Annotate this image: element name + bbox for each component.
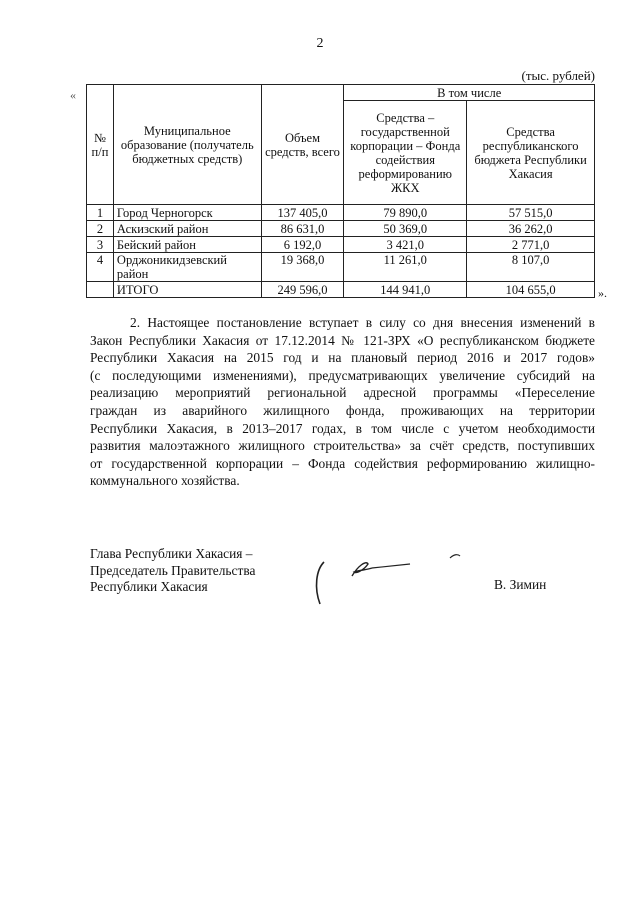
cell-total: 86 631,0	[261, 221, 344, 237]
signer-title-line: Республики Хакасия	[90, 579, 208, 594]
cell-total: 137 405,0	[261, 205, 344, 221]
cell-republic: 2 771,0	[467, 237, 595, 253]
cell-num: 2	[87, 221, 114, 237]
cell-gov-corp: 11 261,0	[344, 253, 467, 282]
cell-name	[113, 253, 261, 282]
header-num: № п/п	[87, 85, 114, 205]
paragraph-line: от государственной корпорации – Фонда содействия реформированию жилищно-	[90, 455, 595, 471]
cell-gov-corp: 79 890,0	[344, 205, 467, 221]
cell-republic: 104 655,0	[467, 282, 595, 298]
paragraph-line: Закон Республики Хакасия от 17.12.2014 № 121-ЗРХ «О республиканском бюджете	[90, 332, 595, 348]
table-row	[87, 205, 595, 221]
header-municipality: Муниципальное образование (получатель бюджетных средств)	[113, 85, 261, 205]
paragraph-line: Республики Хакасия на 2015 год и на плановый период 2016 и 2017 годов»	[90, 350, 595, 366]
cell-republic: 8 107,0	[467, 253, 595, 282]
cell-num: 3	[87, 237, 114, 253]
paragraph-line: Республики Хакасия, в 2013–2017 годах, в том числе с учетом необходимости	[90, 420, 595, 436]
quote-close: ».	[598, 286, 607, 300]
cell-name: Бейский район	[113, 237, 261, 253]
signer-name: В. Зимин	[494, 577, 547, 592]
funding-table	[86, 84, 595, 298]
paragraph-line: 2. Настоящее постановление вступает в силу со дня внесения изменений в	[130, 315, 595, 330]
table-row	[87, 253, 595, 282]
units-label: (тыс. рублей)	[521, 68, 595, 83]
page-number: 2	[316, 36, 324, 51]
paragraph-line: граждан из аварийного жилищного фонда, проживающих на территории	[90, 402, 595, 418]
header-gov-corp: Средства – государственной корпорации – Фонда содействия реформированию ЖКХ	[344, 101, 467, 205]
header-total: Объем средств, всего	[261, 85, 344, 205]
paragraph-line: коммунального хозяйства.	[90, 473, 240, 489]
table-row	[87, 237, 595, 253]
cell-name-text: Орджоникидзевский район	[116, 253, 227, 281]
cell-total: 249 596,0	[261, 282, 344, 298]
cell-num	[87, 282, 114, 298]
cell-name: Город Черногорск	[113, 205, 261, 221]
header-including: В том числе	[344, 85, 595, 101]
cell-gov-corp: 50 369,0	[344, 221, 467, 237]
cell-name: ИТОГО	[113, 282, 261, 298]
cell-num: 1	[87, 205, 114, 221]
signer-title-line: Председатель Правительства	[90, 562, 256, 578]
signer-title	[90, 546, 255, 596]
cell-republic: 57 515,0	[467, 205, 595, 221]
paragraph-line: реализацию мероприятий региональной адресной программы «Переселение	[90, 385, 595, 401]
cell-total: 19 368,0	[261, 253, 344, 282]
cell-gov-corp: 144 941,0	[344, 282, 467, 298]
cell-total: 6 192,0	[261, 237, 344, 253]
paragraph-line: (с последующими изменениями), предусматривающих увеличение субсидий на	[90, 367, 595, 383]
paragraph-2	[90, 314, 595, 490]
handwritten-signature	[310, 548, 470, 610]
cell-num: 4	[87, 253, 114, 282]
total-row	[87, 282, 595, 298]
cell-name: Аскизский район	[113, 221, 261, 237]
header-republic: Средства республиканского бюджета Республики Хакасия	[467, 101, 595, 205]
cell-republic: 36 262,0	[467, 221, 595, 237]
signer-title-line: Глава Республики Хакасия –	[90, 546, 253, 561]
paragraph-line: развития малоэтажного жилищного строительства» за счёт средств, поступивших	[90, 438, 595, 454]
table-row	[87, 221, 595, 237]
quote-open: «	[70, 88, 76, 102]
cell-gov-corp: 3 421,0	[344, 237, 467, 253]
